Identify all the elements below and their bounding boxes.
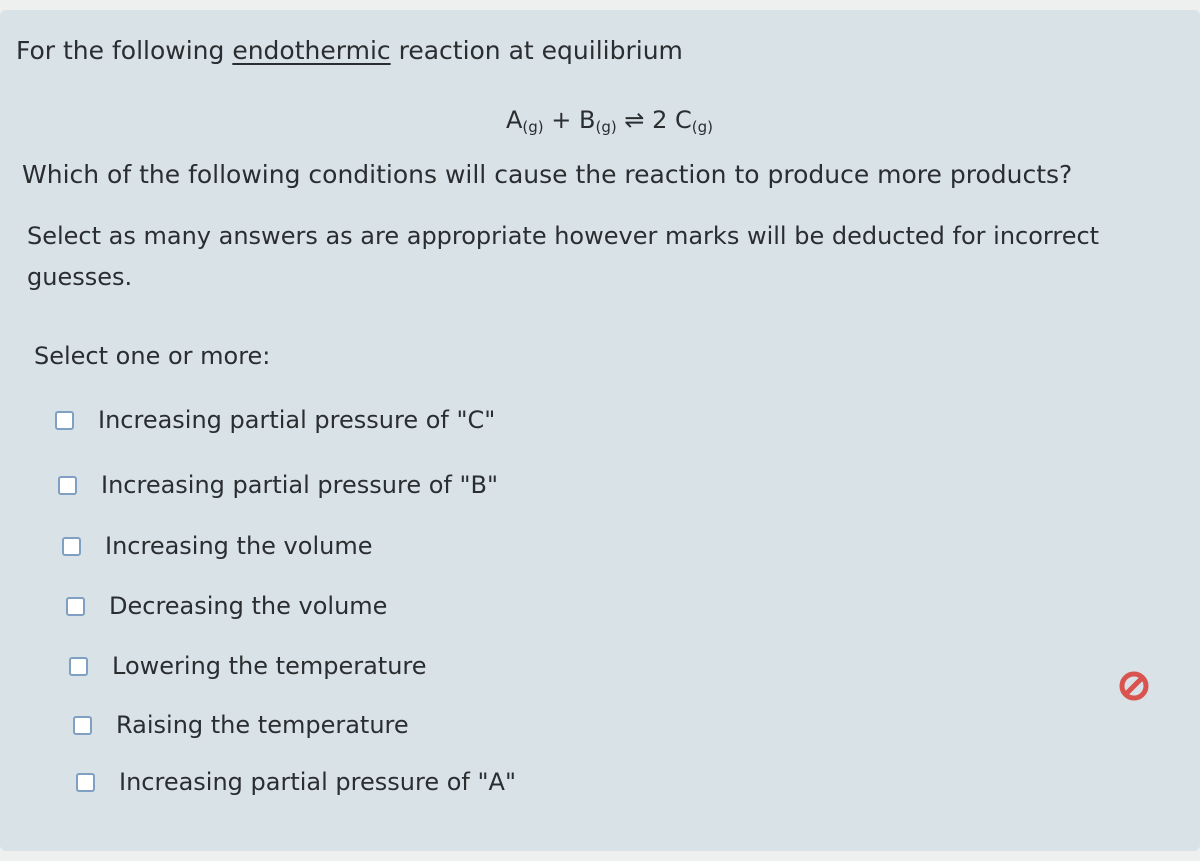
reactant-b: B xyxy=(579,106,596,134)
question-prompt: Which of the following conditions will cause the reaction to produce more products? xyxy=(22,160,1073,189)
answer-option[interactable] xyxy=(55,406,495,434)
answer-option[interactable] xyxy=(66,592,387,620)
answer-option[interactable] xyxy=(58,471,498,499)
answer-option-label: Raising the temperature xyxy=(116,711,409,739)
reactant-a-state: (g) xyxy=(522,118,544,136)
product-c: 2 C xyxy=(652,106,692,134)
reactant-a: A xyxy=(506,106,523,134)
reaction-equation xyxy=(506,106,713,136)
answer-option-label: Increasing partial pressure of "C" xyxy=(98,406,496,434)
answer-option-label: Lowering the temperature xyxy=(112,652,427,680)
equilibrium-arrow-icon: ⇌ xyxy=(624,106,645,134)
plus-sign: + xyxy=(551,106,572,134)
answer-option-label: Increasing the volume xyxy=(105,532,373,560)
product-c-state: (g) xyxy=(691,118,714,136)
answer-checkbox[interactable] xyxy=(58,476,77,495)
answer-option-label: Increasing partial pressure of "B" xyxy=(101,471,499,499)
answer-prompt: Select one or more: xyxy=(34,342,271,370)
answer-option-label: Decreasing the volume xyxy=(109,592,388,620)
answer-option[interactable] xyxy=(73,711,409,739)
intro-suffix: reaction at equilibrium xyxy=(398,36,683,65)
glossary-link-endothermic[interactable]: endothermic xyxy=(232,36,391,65)
answer-option[interactable] xyxy=(69,652,427,680)
answer-checkbox[interactable] xyxy=(73,716,92,735)
answer-checkbox[interactable] xyxy=(76,773,95,792)
answer-checkbox[interactable] xyxy=(55,411,74,430)
question-instruction: Select as many answers as are appropriate however marks will be deducted for incorrect guesses. xyxy=(27,222,1100,291)
answer-checkbox[interactable] xyxy=(62,537,81,556)
answer-option[interactable] xyxy=(76,768,516,796)
answer-checkbox[interactable] xyxy=(66,597,85,616)
answer-option-label: Increasing partial pressure of "A" xyxy=(119,768,516,796)
question-intro xyxy=(16,36,683,65)
answer-option[interactable] xyxy=(62,532,372,560)
reactant-b-state: (g) xyxy=(595,118,617,136)
intro-prefix: For the following xyxy=(16,36,225,65)
incorrect-icon xyxy=(1118,670,1150,702)
answer-checkbox[interactable] xyxy=(69,657,88,676)
